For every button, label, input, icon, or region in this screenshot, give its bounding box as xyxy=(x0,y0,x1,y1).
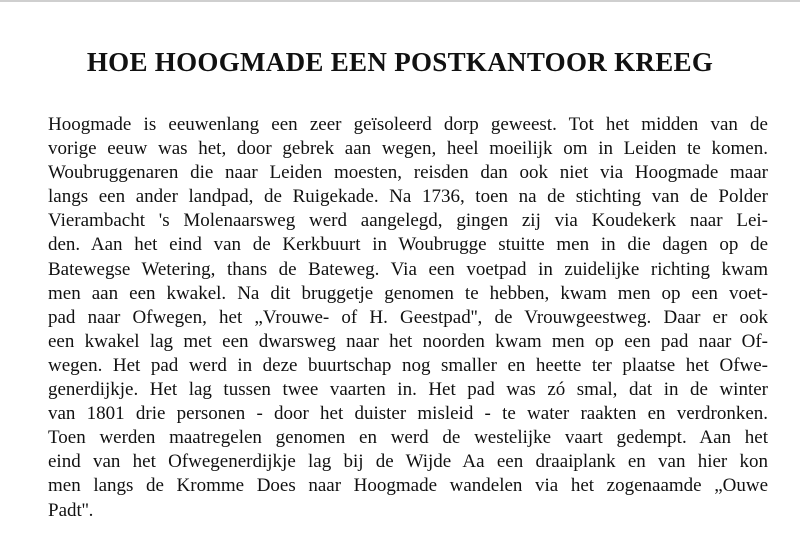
text-line: langs een ander landpad, de Ruigekade. Na 1736, toen na de stichting van de Polder xyxy=(48,186,768,208)
text-line: Hoogmade is eeuwenlang een zeer geïsoleerd dorp geweest. Tot het midden van de xyxy=(48,114,768,135)
text-line: Batewegse Wetering, thans de Bateweg. Via een voetpad in zuidelijke richting kwam xyxy=(48,258,768,280)
text-line: een kwakel lag met een dwarsweg naar het noorden kwam men op een pad naar Of- xyxy=(48,330,768,352)
text-line: generdijkje. Het lag tussen twee vaarten in. Het pad was zó smal, dat in de winter xyxy=(48,379,768,401)
text-line: van 1801 drie personen - door het duister misleid - te water raakten en verdronken. xyxy=(48,403,768,425)
text-line: wegen. Het pad werd in deze buurtschap nog smaller en heette ter plaatse het Ofwe- xyxy=(48,354,768,376)
page-title: HOE HOOGMADE EEN POSTKANTOOR KREEG xyxy=(86,47,714,77)
text-line: Padt''. xyxy=(48,499,94,521)
text-line: eind van het Ofwegenerdijkje lag bij de Wijde Aa een draaiplank en van hier kon xyxy=(48,451,768,473)
text-line: pad naar Ofwegen, het „Vrouwe- of H. Geestpad'', de Vrouwgeestweg. Daar er ook xyxy=(48,306,768,328)
text-line: men aan een kwakel. Na dit bruggetje genomen te hebben, kwam men op een voet- xyxy=(48,282,768,304)
body-paragraph xyxy=(48,113,768,523)
scan-edge xyxy=(0,0,800,2)
text-line: Woubruggenaren die naar Leiden moesten, reisden dan ook niet via Hoogmade maar xyxy=(48,162,768,184)
text-line: Vierambacht 's Molenaarsweg werd aangelegd, gingen zij via Koudekerk naar Lei- xyxy=(48,210,768,232)
text-line: vorige eeuw was het, door gebrek aan wegen, heel moeilijk om in Leiden te komen. xyxy=(48,138,768,160)
text-line: den. Aan het eind van de Kerkbuurt in Woubrugge stuitte men in die dagen op de xyxy=(48,234,768,256)
text-line: men langs de Kromme Does naar Hoogmade wandelen via het zogenaamde „Ouwe xyxy=(48,475,768,497)
text-line: Toen werden maatregelen genomen en werd de westelijke vaart gedempt. Aan het xyxy=(48,427,768,449)
